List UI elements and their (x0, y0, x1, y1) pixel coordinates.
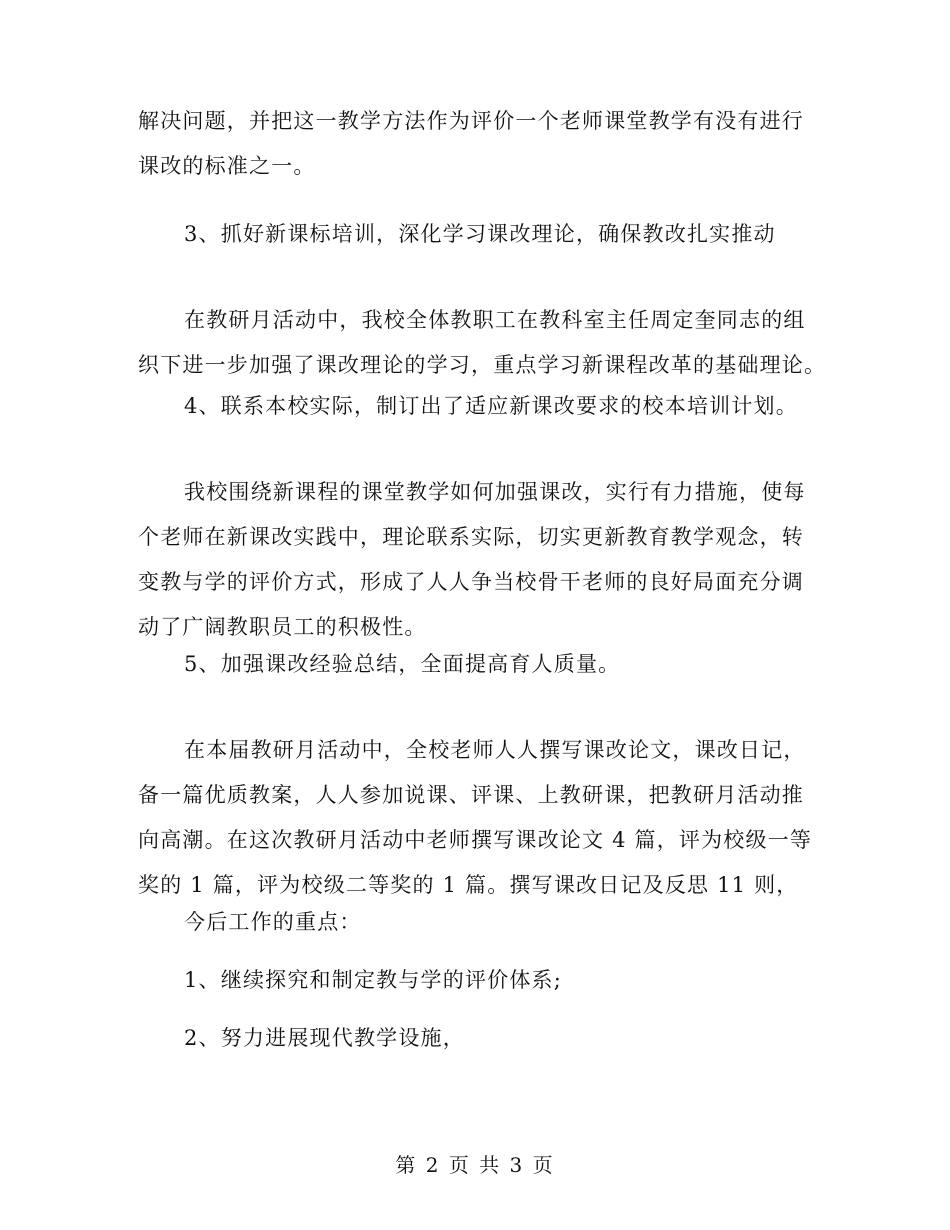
text-line: 解决问题，并把这一教学方法作为评价一个老师课堂教学有没有进行 (138, 109, 804, 133)
text-line: 变教与学的评价方式，形成了人人争当校骨干老师的良好局面充分调 (138, 570, 804, 594)
text-line: 3、抓好新课标培训，深化学习课改理论，确保教改扎实推动 (184, 222, 776, 246)
text-line: 织下进一步加强了课改理论的学习，重点学习新课程改革的基础理论。 (138, 353, 827, 377)
text-line: 动了广阔教职员工的积极性。 (138, 615, 427, 639)
text-line: 在本届教研月活动中，全校老师人人撰写课改论文，课改日记， (184, 738, 806, 762)
list-item-2 (138, 1016, 864, 1061)
heading-item-3 (138, 212, 864, 257)
text-line: 在教研月活动中，我校全体教职工在教科室主任周定奎同志的组 (184, 308, 806, 332)
text-line: 向高潮。在这次教研月活动中老师撰写课改论文 4 篇，评为校级一等 (138, 828, 813, 852)
page-number-footer: 第 2 页 共 3 页 (395, 1153, 555, 1177)
paragraph-evaluation-standard (138, 99, 818, 189)
paragraph-research-month-results (138, 728, 818, 908)
text-line: 今后工作的重点： (184, 910, 362, 934)
text-line: 4、联系本校实际，制订出了适应新课改要求的校本培训计划。 (184, 394, 798, 418)
text-line: 备一篇优质教案，人人参加说课、评课、上教研课，把教研月活动推 (138, 783, 804, 807)
text-line: 5、加强课改经验总结，全面提高育人质量。 (184, 652, 621, 676)
text-line: 2、努力进展现代教学设施， (184, 1026, 465, 1050)
text-line: 奖的 1 篇，评为校级二等奖的 1 篇。撰写课改日记及反思 11 则， (138, 873, 799, 897)
list-item-1 (138, 958, 864, 1003)
text-line: 个老师在新课改实践中，理论联系实际，切实更新教育教学观念，转 (138, 525, 804, 549)
paragraph-classroom-reform (138, 470, 818, 650)
text-line: 我校围绕新课程的课堂教学如何加强课改，实行有力措施，使每 (184, 480, 806, 504)
paragraph-teaching-research-theory (138, 298, 827, 388)
text-line: 课改的标准之一。 (138, 154, 316, 178)
heading-future-focus (138, 900, 864, 945)
heading-item-5 (138, 642, 864, 687)
text-line: 1、继续探究和制定教与学的评价体系; (184, 968, 563, 992)
heading-item-4 (138, 384, 864, 429)
